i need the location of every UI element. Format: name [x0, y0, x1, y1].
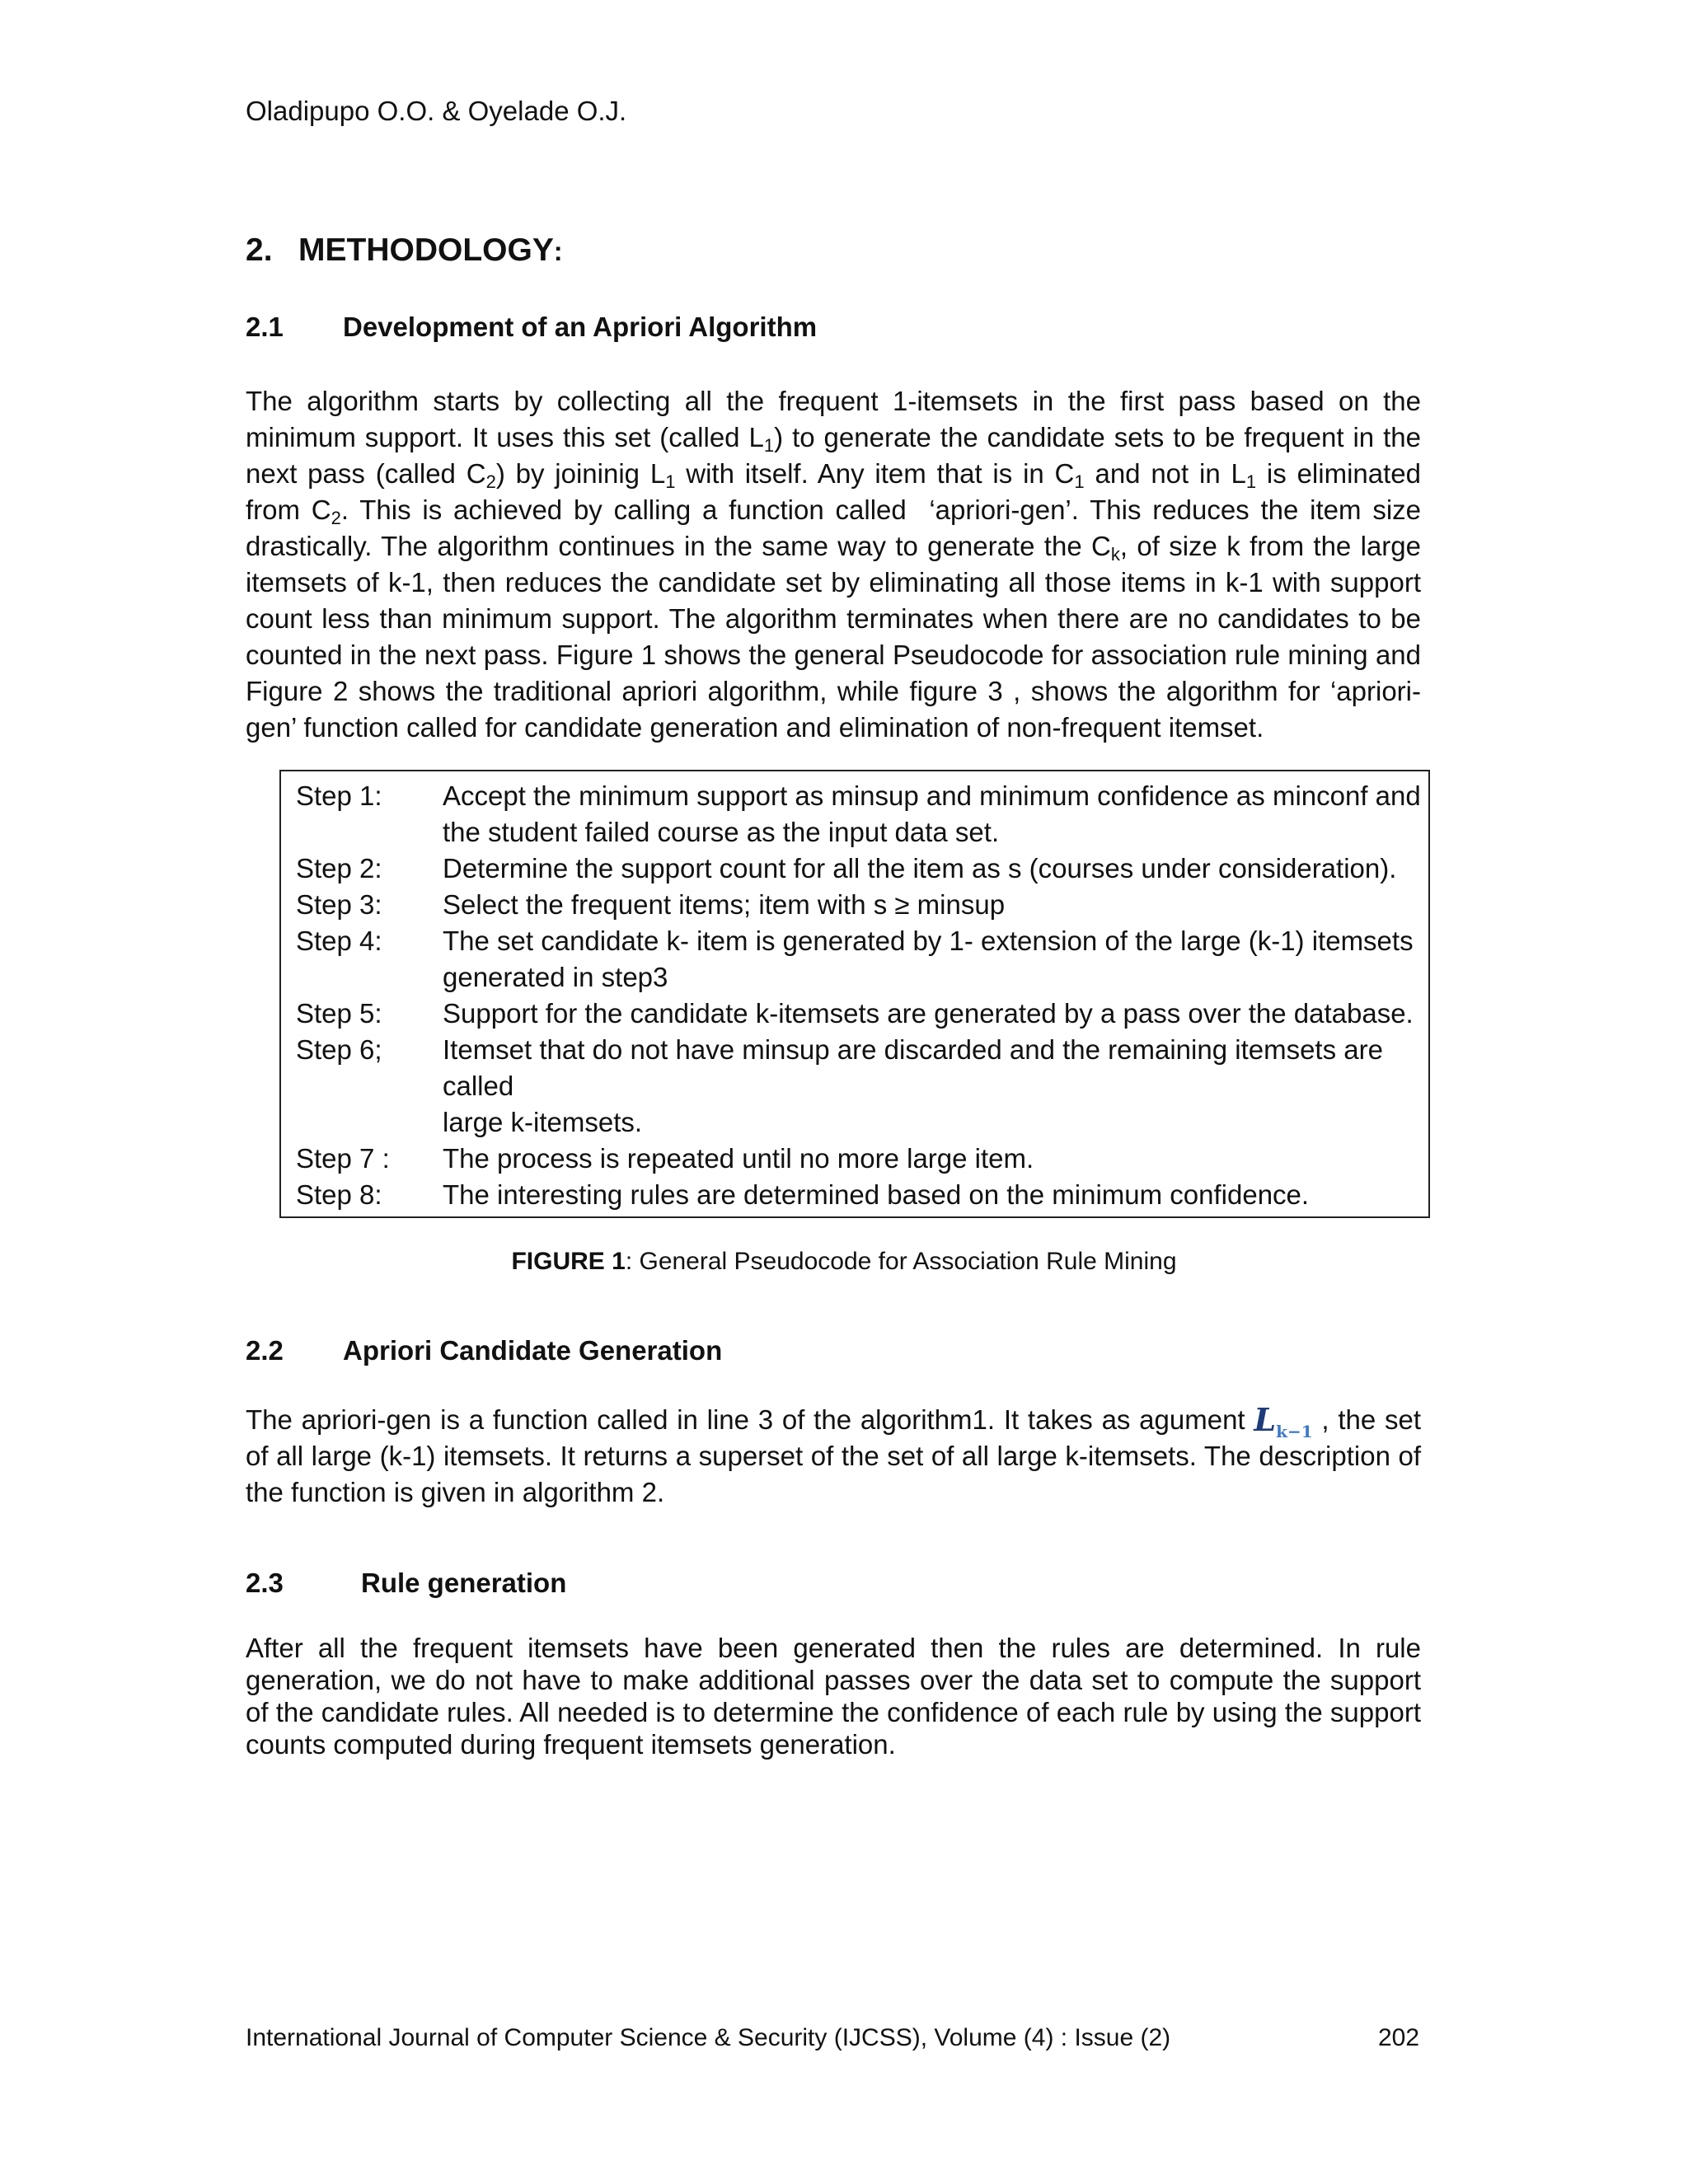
- figure-1-caption-text: : General Pseudocode for Association Rule Mining: [625, 1248, 1177, 1275]
- step-text: Select the frequent items; item with s ≥ minsup: [443, 889, 1006, 920]
- step-text: The set candidate k- item is generated by 1- extension of the large (k-1) itemsets generated in step3: [443, 926, 1414, 992]
- figure-1-caption-label: FIGURE 1: [511, 1248, 626, 1275]
- step-label: Step 4:: [296, 926, 382, 956]
- paragraph-2-3: After all the frequent itemsets have been generated then the rules are determined. In rule generation, we do not have to make additional passes over the data set to compute the support of the candidate rules. All needed is to determine the confidence of each rule by using the support counts computed during frequent itemsets generation.: [246, 1633, 1421, 1760]
- section-heading: [246, 232, 563, 269]
- pseudocode-step: [296, 1068, 1425, 1104]
- subsection-heading-2-3: [246, 1568, 566, 1599]
- pseudocode-step: [296, 1032, 1425, 1068]
- step-label: [296, 1068, 443, 1104]
- subsection-heading-2-1: [246, 312, 817, 343]
- subsection-number: 2.3: [246, 1568, 284, 1598]
- step-text: Support for the candidate k-itemsets are generated by a pass over the database.: [443, 998, 1414, 1029]
- math-symbol-L-k-minus-1: $L_{k-1}$: [1254, 1401, 1313, 1441]
- subsection-number: 2.2: [246, 1335, 284, 1366]
- paragraph-2-2: The apriori-gen is a function called in line 3 of the algorithm1. It takes as agument $L_{k-1}$ , the set of all large (k-1) itemsets. It returns a superset of the set of all large k-itemsets. The description of the function is given in algorithm 2.: [246, 1401, 1421, 1507]
- subsection-title: Rule generation: [361, 1568, 567, 1598]
- step-text: Accept the minimum support as minsup and minimum confidence as minconf and the student failed course as the input data set.: [443, 780, 1421, 847]
- pseudocode-step: [296, 887, 1425, 923]
- step-label: [296, 1104, 443, 1141]
- pseudocode-step: [296, 778, 1425, 851]
- subsection-title: Apriori Candidate Generation: [343, 1335, 723, 1366]
- step-text: Itemset that do not have minsup are discarded and the remaining itemsets are: [443, 1034, 1383, 1065]
- step-text: The interesting rules are determined based on the minimum confidence.: [443, 1179, 1310, 1210]
- step-label: Step 7 :: [296, 1143, 390, 1174]
- pseudocode-steps: [296, 778, 1425, 1213]
- paragraph-2-1: The algorithm starts by collecting all the frequent 1-itemsets in the first pass based on the minimum support. It uses this set (called $L_1$) to generate the candidate sets to be frequent in the next pass (called $C_2$) by joininig $L_1$ with itself. Any item that is in $C_1$ and not in $L_1$ is eliminated from $C_2$. This is achieved by calling a function called ‘apriori-gen’. This reduces the item size drastically. The algorithm continues in the same way to generate the $C_k$, of size k from the large itemsets of k-1, then reduces the candidate set by eliminating all those items in k-1 with support count less than minimum support. The algorithm terminates when there are no candidates to be counted in the next pass. Figure 1 shows the general Pseudocode for association rule mining and Figure 2 shows the traditional apriori algorithm, while figure 3 , shows the algorithm for ‘apriori-gen’ function called for candidate generation and elimination of non-frequent itemset.: [246, 386, 1422, 743]
- step-text: large k-itemsets.: [443, 1107, 643, 1137]
- subsection-number: 2.1: [246, 312, 284, 342]
- step-text: The process is repeated until no more large item.: [443, 1143, 1034, 1174]
- step-text: called: [443, 1071, 514, 1101]
- figure-1-caption: [0, 1248, 1688, 1276]
- pseudocode-step: [296, 851, 1425, 887]
- section-number: 2.: [246, 232, 273, 268]
- running-header-authors: Oladipupo O.O. & Oyelade O.J.: [246, 96, 627, 126]
- step-label: Step 6;: [296, 1034, 382, 1065]
- step-label: Step 2:: [296, 853, 382, 883]
- pseudocode-step: [296, 923, 1425, 996]
- subsection-heading-2-2: [246, 1335, 722, 1366]
- step-label: Step 1:: [296, 780, 382, 811]
- step-label: Step 8:: [296, 1179, 382, 1210]
- step-label: Step 3:: [296, 889, 382, 920]
- step-label: Step 5:: [296, 998, 382, 1029]
- section-title: METHODOLOGY: [298, 232, 554, 268]
- pseudocode-step: [296, 1104, 1425, 1141]
- section-colon: :: [553, 237, 563, 266]
- footer-journal: International Journal of Computer Science & Security (IJCSS), Volume (4) : Issue (2): [246, 2024, 1171, 2051]
- footer-page-number: 202: [1378, 2024, 1420, 2051]
- pseudocode-step: [296, 1141, 1425, 1177]
- pseudocode-step: [296, 996, 1425, 1032]
- figure-1-pseudocode-box: [279, 770, 1430, 1218]
- pseudocode-step: [296, 1177, 1425, 1213]
- step-text: Determine the support count for all the item as s (courses under consideration).: [443, 853, 1397, 883]
- subsection-title: Development of an Apriori Algorithm: [343, 312, 818, 342]
